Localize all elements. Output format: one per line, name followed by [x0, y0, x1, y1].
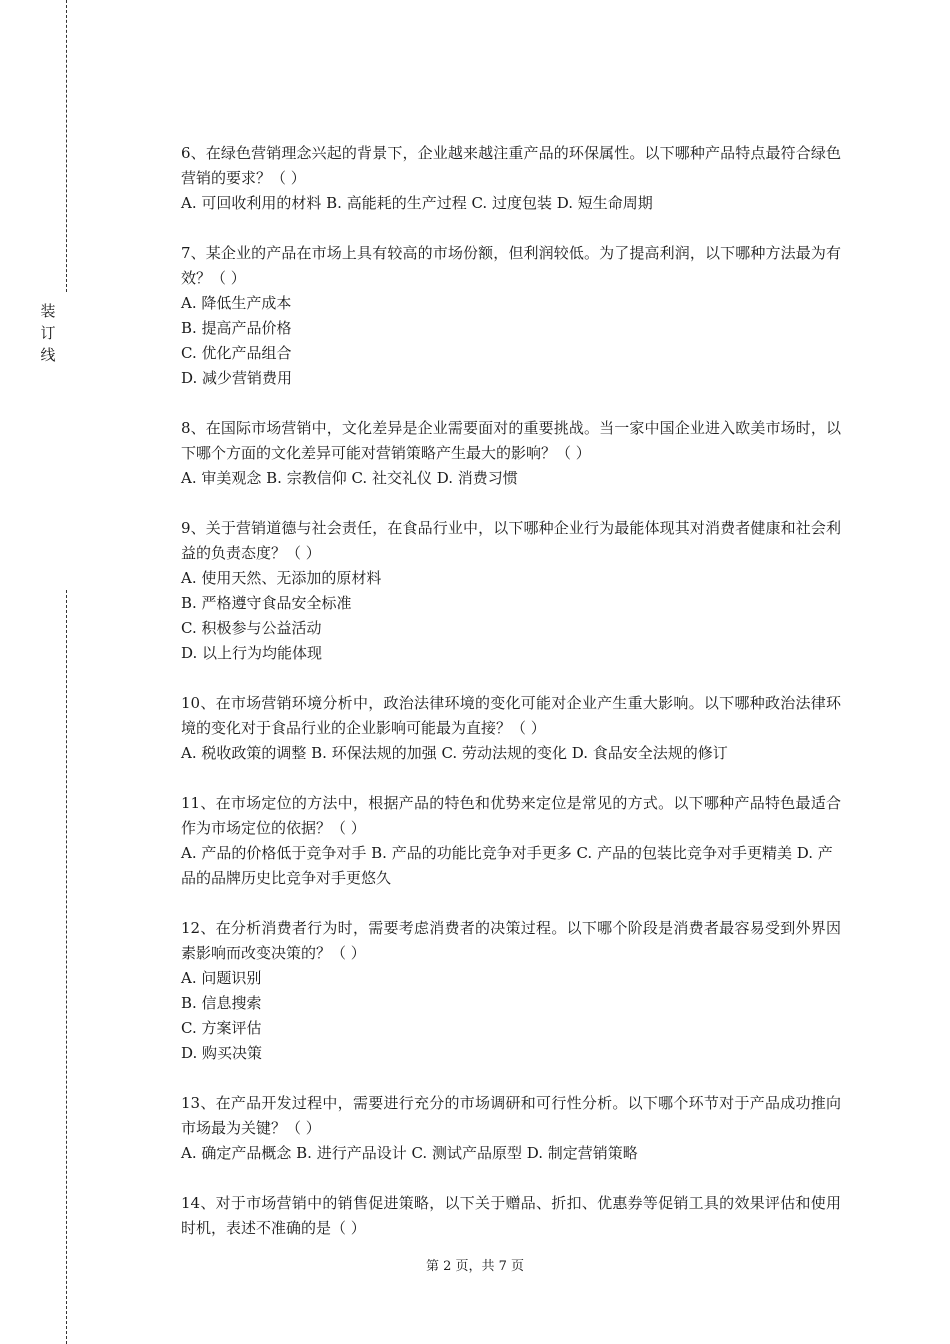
question-text: 9、关于营销道德与社会责任，在食品行业中，以下哪种企业行为最能体现其对消费者健康和社会利益的负责态度？（ ）: [181, 519, 841, 562]
question-text: 8、在国际市场营销中，文化差异是企业需要面对的重要挑战。当一家中国企业进入欧美市场时，以下哪个方面的文化差异可能对营销策略产生最大的影响？（ ）: [181, 419, 841, 462]
question-options: [181, 966, 841, 1066]
option-a: A. 使用天然、无添加的原材料: [181, 569, 382, 587]
question-10: [181, 691, 841, 766]
option-c: C. 积极参与公益活动: [181, 619, 322, 637]
option-a: A. 问题识别: [181, 969, 262, 987]
question-13: [181, 1091, 841, 1166]
option-b: B. 提高产品价格: [181, 319, 292, 337]
question-options: A. 确定产品概念 B. 进行产品设计 C. 测试产品原型 D. 制定营销策略: [181, 1144, 638, 1162]
option-d: D. 减少营销费用: [181, 369, 293, 387]
option-d: D. 以上行为均能体现: [181, 644, 323, 662]
question-list: [181, 141, 841, 1266]
question-text: 7、某企业的产品在市场上具有较高的市场份额，但利润较低。为了提高利润，以下哪种方法最为有效？（ ）: [181, 244, 841, 287]
question-7: [181, 241, 841, 391]
question-options: A. 可回收利用的材料 B. 高能耗的生产过程 C. 过度包装 D. 短生命周期: [181, 194, 653, 212]
question-11: [181, 791, 841, 891]
option-c: C. 方案评估: [181, 1019, 262, 1037]
question-12: [181, 916, 841, 1066]
option-a: A. 降低生产成本: [181, 294, 292, 312]
question-text: 12、在分析消费者行为时，需要考虑消费者的决策过程。以下哪个阶段是消费者最容易受到外界因素影响而改变决策的？（ ）: [181, 919, 841, 962]
question-text: 10、在市场营销环境分析中，政治法律环境的变化可能对企业产生重大影响。以下哪种政治法律环境的变化对于食品行业的企业影响可能最为直接？（ ）: [181, 694, 841, 737]
option-b: B. 信息搜索: [181, 994, 262, 1012]
question-options: [181, 291, 841, 391]
binding-char-1: 装: [40, 302, 56, 320]
question-text: 6、在绿色营销理念兴起的背景下，企业越来越注重产品的环保属性。以下哪种产品特点最符合绿色营销的要求？（ ）: [181, 144, 841, 187]
question-6: [181, 141, 841, 216]
binding-line-label: [38, 300, 58, 366]
binding-dashed-line-top: [66, 0, 67, 292]
question-text: 13、在产品开发过程中，需要进行充分的市场调研和可行性分析。以下哪个环节对于产品成功推向市场最为关键？（ ）: [181, 1094, 841, 1137]
binding-char-3: 线: [40, 346, 56, 364]
question-8: [181, 416, 841, 491]
question-text: 14、对于市场营销中的销售促进策略，以下关于赠品、折扣、优惠券等促销工具的效果评估和使用时机，表述不准确的是（ ）: [181, 1194, 841, 1237]
question-9: [181, 516, 841, 666]
question-options: A. 产品的价格低于竞争对手 B. 产品的功能比竞争对手更多 C. 产品的包装比竞争对手更精美 D. 产品的品牌历史比竞争对手更悠久: [181, 844, 833, 887]
option-b: B. 严格遵守食品安全标准: [181, 594, 352, 612]
question-text: 11、在市场定位的方法中，根据产品的特色和优势来定位是常见的方式。以下哪种产品特色最适合作为市场定位的依据？（ ）: [181, 794, 841, 837]
question-14: [181, 1191, 841, 1241]
binding-char-2: 订: [40, 324, 56, 342]
question-options: A. 审美观念 B. 宗教信仰 C. 社交礼仪 D. 消费习惯: [181, 469, 518, 487]
page-number: 第 2 页，共 7 页: [425, 1259, 525, 1274]
question-options: A. 税收政策的调整 B. 环保法规的加强 C. 劳动法规的变化 D. 食品安全法规的修订: [181, 744, 728, 762]
option-d: D. 购买决策: [181, 1044, 263, 1062]
option-c: C. 优化产品组合: [181, 344, 292, 362]
binding-dashed-line-bottom: [66, 590, 67, 1344]
question-options: [181, 566, 841, 666]
